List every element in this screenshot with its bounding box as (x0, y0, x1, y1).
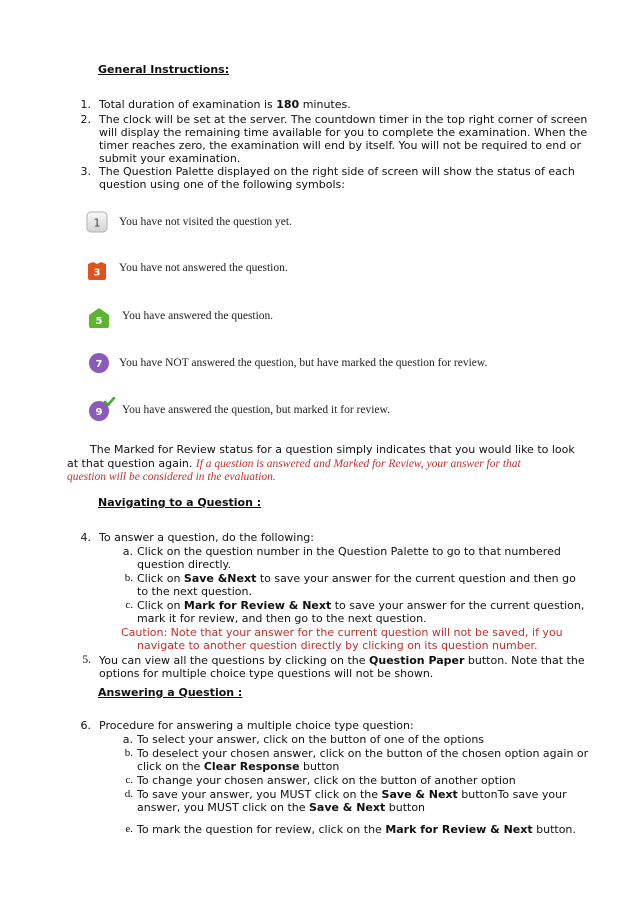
legend-label: You have NOT answered the question, but have marked the question for review. (119, 357, 488, 369)
list-item: You can view all the questions by clicking on the Question Paper button. Note that the (99, 654, 585, 667)
legend-label: You have not visited the question yet. (119, 216, 292, 228)
sub-item-line: To save your answer, you MUST click on the Save & Next buttonTo save your (137, 788, 567, 801)
caution-text: navigate to another question directly by clicking on its question number. (137, 639, 538, 652)
sub-letter: d. (124, 788, 133, 800)
answered-marked-review-icon (88, 397, 116, 423)
sub-item-line: answer, you MUST click on the Save & Next button (137, 801, 426, 814)
sub-letter: c. (125, 774, 133, 786)
marked-review-text: at that question again. If a question is answered and Marked for Review, your answer for that (67, 457, 521, 470)
general-instructions-heading: General Instructions: (98, 63, 230, 76)
not-visited-icon (86, 211, 108, 233)
list-item-line: will display the remaining time available for you to complete the examination. When the (99, 126, 588, 139)
list-number: 5. (82, 654, 91, 666)
list-item: Total duration of examination is 180 minutes. (99, 98, 351, 111)
legend-label: You have not answered the question. (119, 262, 288, 274)
sub-item-line: to the next question. (137, 585, 252, 598)
list-item-line: timer reaches zero, the examination will end by itself. You will not be required to end or (99, 139, 581, 152)
sub-item-line: To change your chosen answer, click on the button of another option (137, 774, 516, 787)
list-item-line: options for multiple choice type questions will not be shown. (99, 667, 434, 680)
sub-letter: c. (125, 599, 133, 611)
marked-review-note: question will be considered in the evaluation. (67, 471, 276, 483)
legend-number: 1 (93, 216, 101, 230)
sub-item-line: mark it for review, and then go to the next question. (137, 612, 427, 625)
sub-letter: a. (122, 545, 133, 558)
sub-item-line: click on the Clear Response button (137, 760, 340, 773)
sub-item-line: To deselect your chosen answer, click on the button of the chosen option again or (137, 747, 589, 760)
list-item-line: submit your examination. (99, 152, 241, 165)
legend-label: You have answered the question, but marked it for review. (122, 404, 390, 416)
list-item: To answer a question, do the following: (99, 531, 314, 544)
legend-label: You have answered the question. (122, 310, 274, 322)
sub-item-line: Click on the question number in the Question Palette to go to that numbered (137, 545, 561, 558)
answering-heading: Answering a Question : (98, 686, 243, 699)
sub-letter: a. (122, 733, 133, 746)
caution-text: Caution: Note that your answer for the current question will not be saved, if you (121, 626, 563, 639)
not-answered-icon (86, 259, 108, 281)
list-number: 4. (80, 531, 91, 544)
legend-number: 9 (95, 407, 103, 418)
list-number: 1. (80, 98, 91, 111)
marked-for-review-icon (88, 352, 110, 374)
legend-number: 3 (93, 267, 101, 279)
list-number: 6. (80, 719, 91, 732)
legend-number: 7 (95, 359, 103, 370)
list-item-line: The clock will be set at the server. The countdown timer in the top right corner of screen (99, 113, 588, 126)
check-icon (105, 398, 114, 405)
sub-letter: e. (125, 823, 133, 835)
sub-item-line: Click on Mark for Review & Next to save your answer for the current question, (137, 599, 585, 612)
sub-item-line: To select your answer, click on the button of one of the options (137, 733, 485, 746)
legend-number: 5 (95, 316, 103, 327)
sub-letter: b. (124, 572, 133, 584)
navigating-heading: Navigating to a Question : (98, 496, 262, 509)
answered-icon (88, 307, 110, 329)
list-number: 3. (80, 165, 91, 178)
list-item: Procedure for answering a multiple choice type question: (99, 719, 414, 732)
sub-item-line: Click on Save &Next to save your answer for the current question and then go (137, 572, 576, 585)
sub-letter: b. (124, 747, 133, 759)
list-item-line: The Question Palette displayed on the right side of screen will show the status of each (99, 165, 575, 178)
list-item-line: question using one of the following symbols: (99, 178, 345, 191)
sub-item-line: To mark the question for review, click on the Mark for Review & Next button. (137, 823, 576, 836)
sub-item-line: question directly. (137, 558, 231, 571)
list-number: 2. (80, 113, 91, 126)
marked-review-text: The Marked for Review status for a question simply indicates that you would like to look (90, 443, 575, 456)
